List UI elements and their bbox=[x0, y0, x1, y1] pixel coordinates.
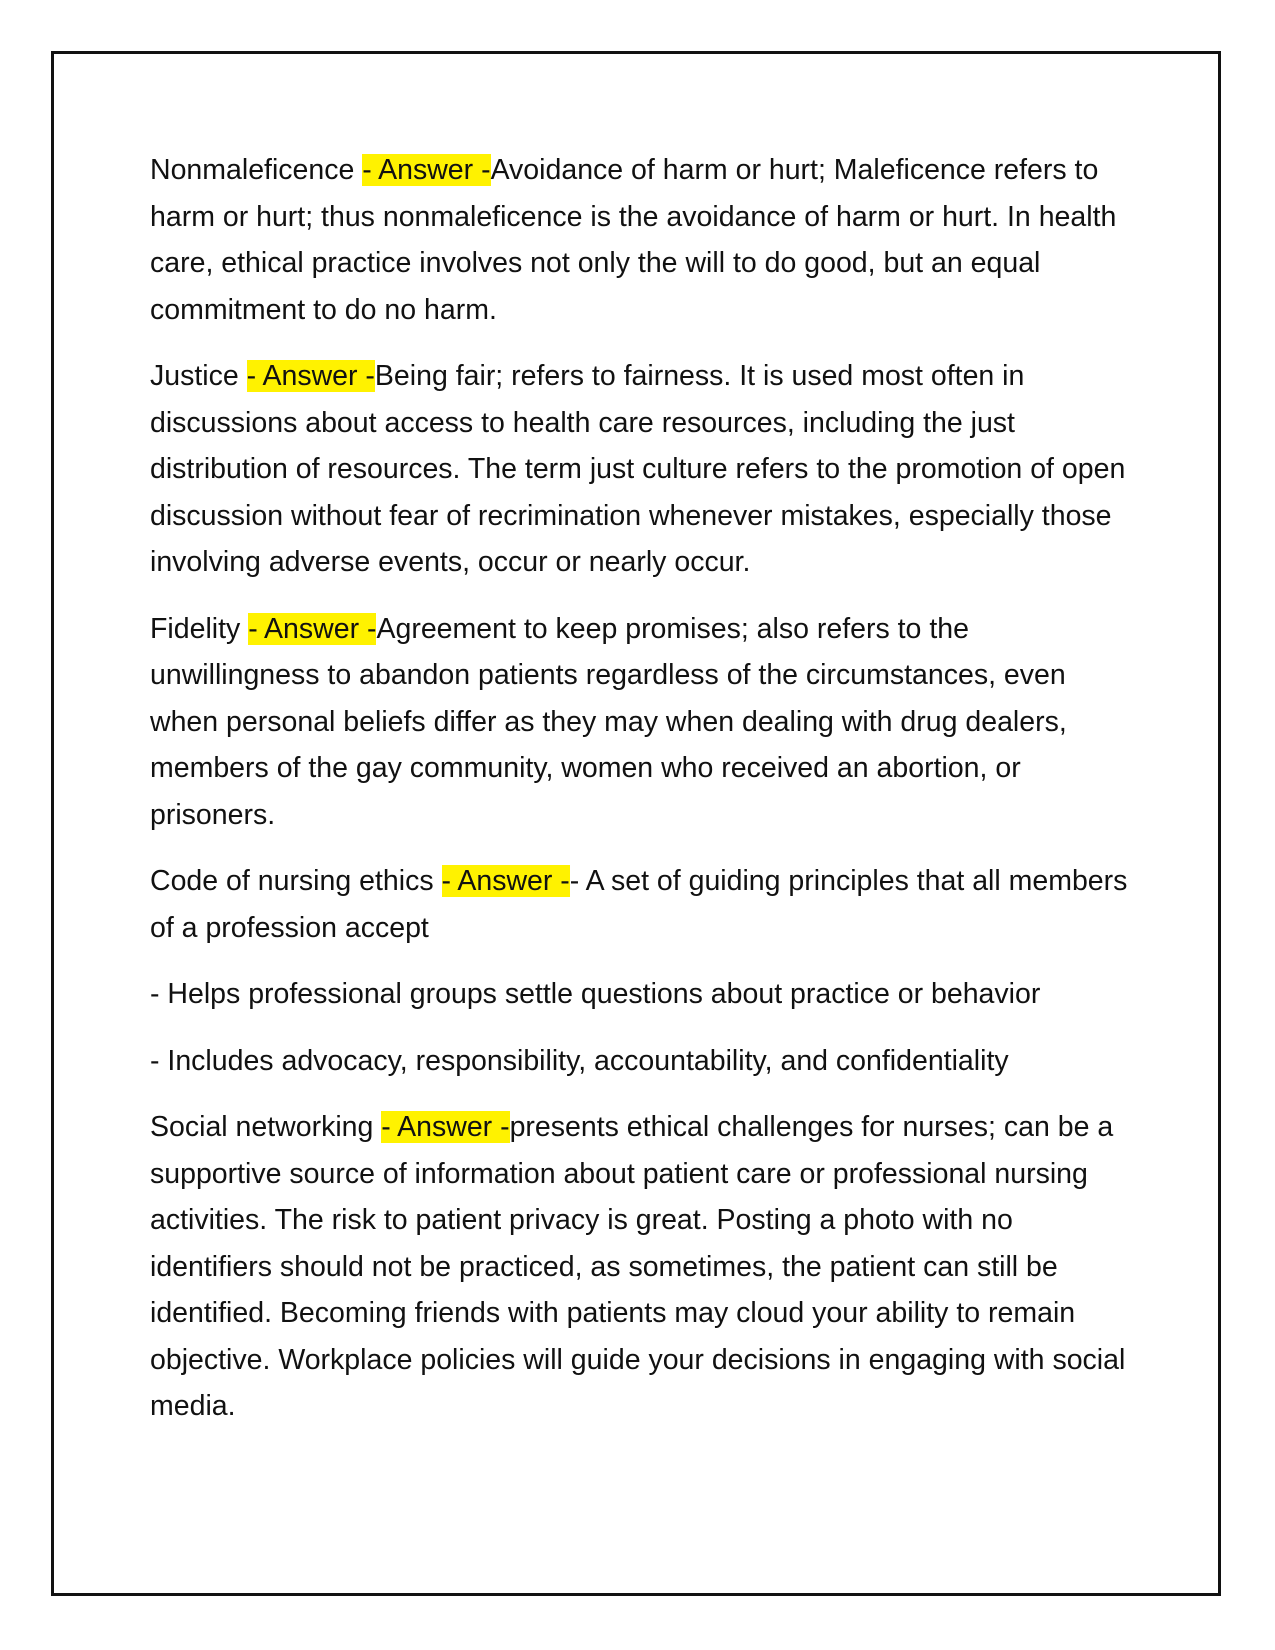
term: Fidelity bbox=[150, 612, 249, 645]
entry-nonmaleficence bbox=[150, 147, 1140, 333]
definition: - A set of guiding principles that all members of a profession accept bbox=[150, 865, 1128, 944]
entry-social-networking bbox=[150, 1104, 1140, 1430]
entry-justice bbox=[150, 353, 1140, 586]
answer-highlight: - Answer - bbox=[246, 360, 375, 392]
term: Code of nursing ethics bbox=[150, 865, 442, 897]
bullet-item: - Includes advocacy, responsibility, accountability, and confidentiality bbox=[150, 1044, 1009, 1077]
term: Justice bbox=[150, 360, 247, 392]
definition: Being fair; refers to fairness. It is used most often in discussions about access to health care resources, including the just distribution of resources. The term just culture refers to the promotion of open discussion without fear of recrimination whenever mistakes, especially those involving adverse events, occur or nearly occur. bbox=[150, 360, 1126, 578]
definition: Agreement to keep promises; also refers to the unwillingness to abandon patients regardless of the circumstances, even when personal beliefs differ as they may when dealing with drug dealers, members of the gay community, women who received an abortion, or prisoners. bbox=[150, 612, 1067, 831]
document-body bbox=[150, 147, 1140, 1450]
entry-fidelity bbox=[150, 606, 1140, 839]
bullet-item: - Helps professional groups settle questions about practice or behavior bbox=[150, 978, 1041, 1010]
answer-highlight: - Answer - bbox=[381, 1111, 510, 1143]
answer-highlight: - Answer - bbox=[441, 865, 570, 897]
answer-highlight: - Answer - bbox=[248, 612, 377, 645]
term: Nonmaleficence bbox=[150, 154, 363, 186]
answer-highlight: - Answer - bbox=[362, 154, 491, 186]
definition: Avoidance of harm or hurt; Maleficence refers to harm or hurt; thus nonmaleficence is the avoidance of harm or hurt. In health care, ethical practice involves not only the will to do good, but an equal commitment to do no harm. bbox=[150, 154, 1117, 326]
entry-code-of-nursing-ethics bbox=[150, 858, 1140, 951]
term: Social networking bbox=[150, 1111, 382, 1143]
definition: presents ethical challenges for nurses; can be a supportive source of information about patient care or professional nursing activities. The risk to patient privacy is great. Posting a photo with no identifiers should not be practiced, as sometimes, the patient can still be identified. Becoming friends with patients may cloud your ability to remain objective. Workplace policies will guide your decisions in engaging with social media. bbox=[150, 1111, 1126, 1422]
